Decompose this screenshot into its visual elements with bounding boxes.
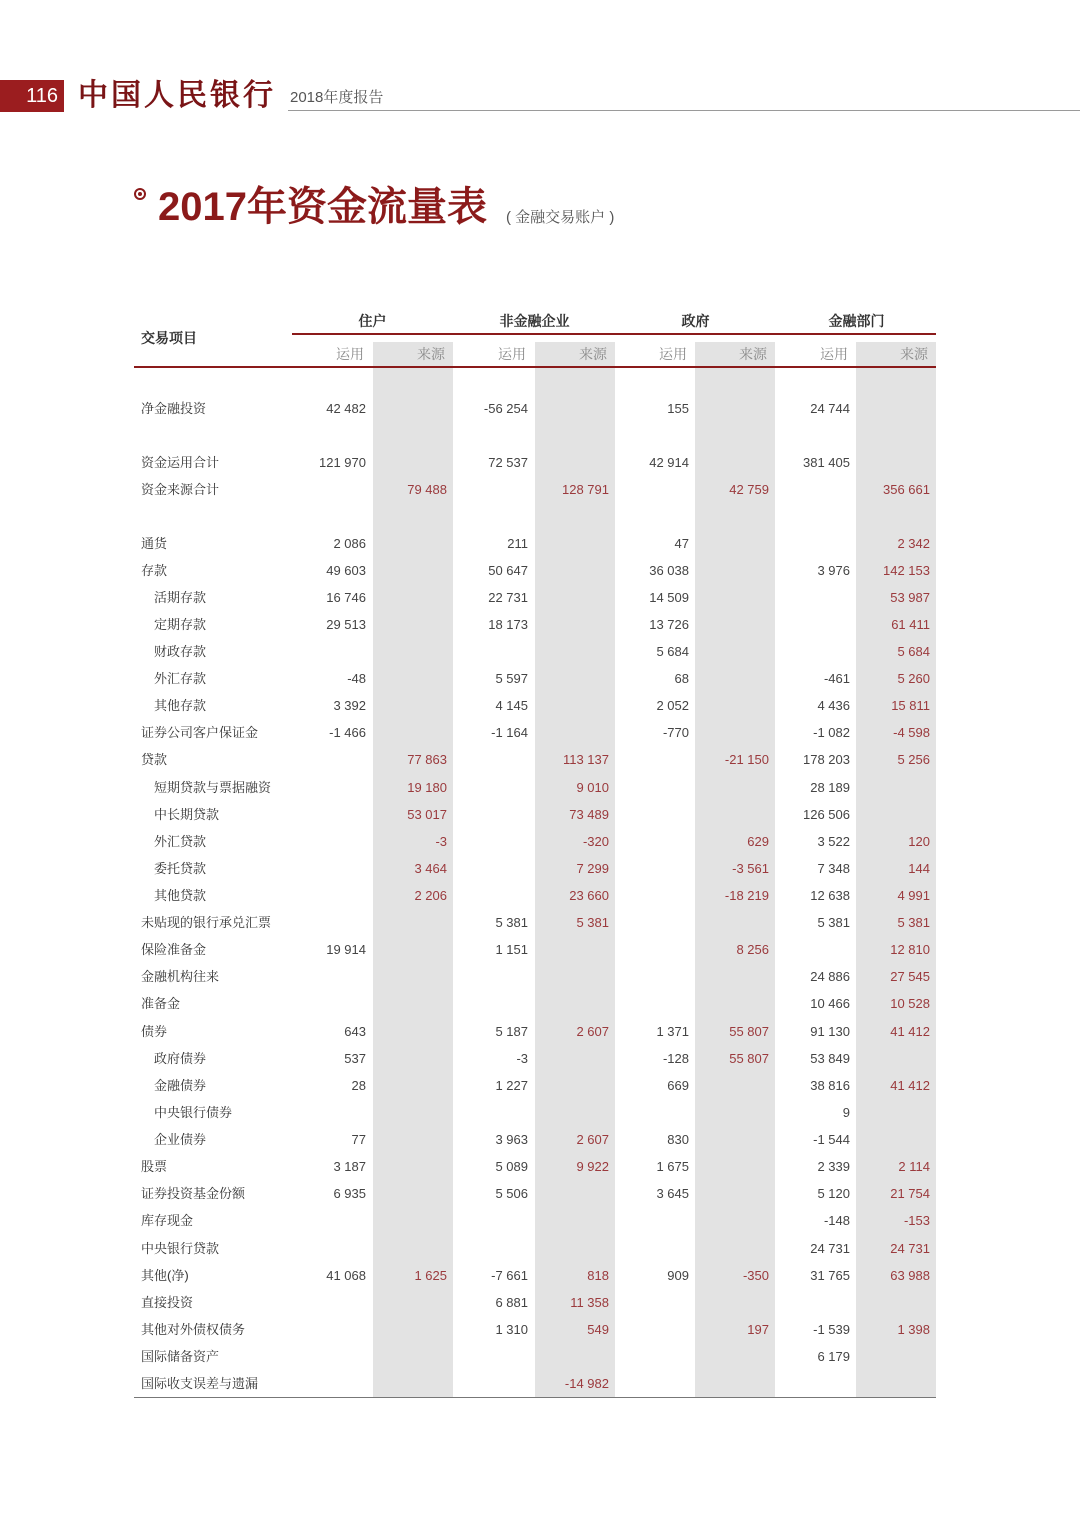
source-cell: 79 488 [407, 482, 447, 497]
use-cell: 18 173 [488, 617, 528, 632]
table-row [0, 584, 1080, 611]
use-cell: 3 963 [495, 1132, 528, 1147]
table-row [0, 801, 1080, 828]
use-cell: 5 684 [656, 644, 689, 659]
row-label: 净金融投资 [141, 401, 207, 416]
source-cell: -3 [435, 834, 447, 849]
use-cell: 14 509 [649, 590, 689, 605]
table-row [0, 1370, 1080, 1397]
row-label: 国际收支误差与遗漏 [141, 1376, 259, 1391]
use-cell: 9 [842, 1105, 850, 1120]
table-row [0, 719, 1080, 746]
subheader-use: 运用 [820, 346, 848, 362]
source-cell: -14 982 [564, 1376, 609, 1391]
row-label: 活期存款 [154, 590, 207, 605]
source-cell: 53 987 [890, 590, 930, 605]
table-row [0, 1126, 1080, 1153]
source-cell: 818 [587, 1268, 609, 1283]
table-row [0, 746, 1080, 773]
table-row [0, 1180, 1080, 1207]
row-label: 国际储备资产 [141, 1349, 220, 1364]
row-label: 外汇存款 [154, 671, 207, 686]
page-title: 2017年资金流量表 [158, 185, 487, 229]
use-cell: 126 506 [803, 807, 850, 822]
use-cell: 5 120 [817, 1186, 850, 1201]
source-cell: 42 759 [729, 482, 769, 497]
use-cell: 1 151 [495, 942, 528, 957]
use-cell: 1 675 [656, 1159, 689, 1174]
row-label: 未贴现的银行承兑汇票 [141, 915, 272, 930]
subheader-source: 来源 [695, 342, 775, 366]
table-row [0, 774, 1080, 801]
use-cell: 381 405 [803, 455, 850, 470]
use-cell: 5 381 [495, 915, 528, 930]
table-row [0, 1235, 1080, 1262]
use-cell: 5 089 [495, 1159, 528, 1174]
use-cell: 29 513 [326, 617, 366, 632]
source-cell: 4 991 [897, 888, 930, 903]
row-label: 中央银行债券 [154, 1105, 233, 1120]
row-label: 证券投资基金份额 [141, 1186, 246, 1201]
row-label: 委托贷款 [154, 861, 207, 876]
source-cell: 61 411 [891, 617, 930, 632]
use-cell: 5 506 [495, 1186, 528, 1201]
source-cell: 23 660 [569, 888, 609, 903]
row-label: 外汇贷款 [154, 834, 207, 849]
table-row [0, 990, 1080, 1017]
use-cell: 72 537 [488, 455, 528, 470]
row-label: 保险准备金 [141, 942, 207, 957]
source-cell: 549 [587, 1322, 609, 1337]
table-row [0, 1316, 1080, 1343]
row-label: 准备金 [141, 996, 181, 1011]
source-cell: 128 791 [562, 482, 609, 497]
use-cell: 2 339 [817, 1159, 850, 1174]
source-cell: 5 260 [897, 671, 930, 686]
table-row [0, 1207, 1080, 1234]
table-row [0, 936, 1080, 963]
group-header: 非金融企业 [499, 313, 570, 329]
source-cell: -21 150 [724, 752, 769, 767]
source-cell: 1 398 [897, 1322, 930, 1337]
use-cell: 1 310 [495, 1322, 528, 1337]
use-cell: 155 [667, 401, 689, 416]
use-cell: -770 [662, 725, 689, 740]
use-cell: 669 [667, 1078, 689, 1093]
source-cell: 7 299 [576, 861, 609, 876]
use-cell: 10 466 [810, 996, 850, 1011]
use-cell: 16 746 [326, 590, 366, 605]
use-cell: 24 744 [810, 401, 850, 416]
source-cell: -350 [742, 1268, 769, 1283]
use-cell: -1 544 [813, 1132, 850, 1147]
use-cell: 42 914 [649, 455, 689, 470]
use-cell: 1 371 [656, 1024, 689, 1039]
use-cell: 1 227 [495, 1078, 528, 1093]
source-cell: 5 381 [576, 915, 609, 930]
subheader-use: 运用 [659, 346, 687, 362]
group-header: 政府 [681, 313, 710, 329]
use-cell: 5 597 [495, 671, 528, 686]
source-cell: 629 [747, 834, 769, 849]
table-row [0, 1072, 1080, 1099]
table-bottom-rule [134, 1397, 936, 1398]
use-cell: -3 [516, 1051, 528, 1066]
use-cell: 24 731 [810, 1241, 850, 1256]
source-cell: -18 219 [724, 888, 769, 903]
table-row [0, 476, 1080, 503]
row-label: 定期存款 [154, 617, 207, 632]
subheader-use: 运用 [336, 346, 364, 362]
source-cell: 142 153 [883, 563, 930, 578]
use-cell: 121 970 [319, 455, 366, 470]
use-cell: 22 731 [488, 590, 528, 605]
row-label: 政府债券 [154, 1051, 207, 1066]
source-cell: 2 607 [576, 1132, 609, 1147]
use-cell: -148 [823, 1213, 850, 1228]
source-cell: 41 412 [890, 1024, 930, 1039]
use-cell: 6 881 [495, 1295, 528, 1310]
use-cell: -1 466 [329, 725, 366, 740]
source-cell: 27 545 [890, 969, 930, 984]
use-cell: 50 647 [488, 563, 528, 578]
row-label: 中长期贷款 [154, 807, 220, 822]
use-cell: 49 603 [326, 563, 366, 578]
table-row [0, 882, 1080, 909]
row-label: 短期贷款与票据融资 [154, 780, 272, 795]
use-cell: -461 [823, 671, 850, 686]
table-row [0, 909, 1080, 936]
table-row [0, 963, 1080, 990]
source-cell: 1 625 [414, 1268, 447, 1283]
use-cell: 13 726 [649, 617, 689, 632]
use-cell: 2 086 [333, 536, 366, 551]
use-cell: 3 645 [656, 1186, 689, 1201]
source-cell: 19 180 [407, 780, 447, 795]
source-cell: -4 598 [893, 725, 930, 740]
source-cell: 5 381 [897, 915, 930, 930]
subheader-source: 来源 [535, 342, 615, 366]
source-cell: 10 528 [890, 996, 930, 1011]
source-cell: 55 807 [729, 1024, 769, 1039]
use-cell: -7 661 [491, 1268, 528, 1283]
use-cell: 6 179 [817, 1349, 850, 1364]
source-cell: 3 464 [414, 861, 447, 876]
title-bullet-icon [134, 188, 146, 200]
table-row [0, 1153, 1080, 1180]
row-label: 证券公司客户保证金 [141, 725, 259, 740]
source-cell: 15 811 [891, 698, 930, 713]
table-row [0, 828, 1080, 855]
use-cell: 38 816 [810, 1078, 850, 1093]
use-cell: 3 392 [333, 698, 366, 713]
source-cell: 144 [908, 861, 930, 876]
row-label: 其他存款 [154, 698, 207, 713]
table-row [0, 692, 1080, 719]
use-cell: 24 886 [810, 969, 850, 984]
source-cell: -153 [903, 1213, 930, 1228]
row-label: 金融债券 [154, 1078, 207, 1093]
source-cell: 2 114 [898, 1159, 930, 1174]
header-rule [292, 333, 936, 335]
use-cell: 5 187 [495, 1024, 528, 1039]
row-label: 存款 [141, 563, 168, 578]
table-row [0, 1045, 1080, 1072]
row-label: 资金来源合计 [141, 482, 220, 497]
page-subtitle: ( 金融交易账户 ) [506, 209, 615, 226]
source-cell: 21 754 [890, 1186, 930, 1201]
source-cell: 5 684 [897, 644, 930, 659]
row-label: 股票 [141, 1159, 168, 1174]
table-row [0, 1343, 1080, 1370]
use-cell: 3 522 [817, 834, 850, 849]
use-cell: -1 082 [813, 725, 850, 740]
header-divider [288, 110, 1080, 111]
use-cell: 4 145 [495, 698, 528, 713]
group-header: 住户 [358, 313, 387, 329]
use-cell: 28 189 [810, 780, 850, 795]
source-cell: -320 [582, 834, 609, 849]
source-cell: 5 256 [897, 752, 930, 767]
use-cell: 2 052 [656, 698, 689, 713]
use-cell: 830 [667, 1132, 689, 1147]
use-cell: 12 638 [810, 888, 850, 903]
table-row [0, 1018, 1080, 1045]
use-cell: -1 164 [491, 725, 528, 740]
table-row [0, 395, 1080, 422]
row-label: 金融机构往来 [141, 969, 220, 984]
row-header-label: 交易项目 [141, 330, 197, 346]
row-label: 资金运用合计 [141, 455, 220, 470]
bank-logo-text: 中国人民银行 [78, 78, 276, 113]
source-cell: 11 358 [570, 1295, 609, 1310]
use-cell: 47 [674, 536, 689, 551]
use-cell: 4 436 [817, 698, 850, 713]
row-label: 中央银行贷款 [141, 1241, 220, 1256]
table-row [0, 1262, 1080, 1289]
use-cell: 537 [344, 1051, 366, 1066]
row-label: 通货 [141, 536, 168, 551]
row-label: 库存现金 [141, 1213, 194, 1228]
row-label: 直接投资 [141, 1295, 194, 1310]
table-row [0, 855, 1080, 882]
group-header: 金融部门 [828, 313, 885, 329]
source-cell: 63 988 [890, 1268, 930, 1283]
use-cell: -56 254 [483, 401, 528, 416]
use-cell: 19 914 [326, 942, 366, 957]
row-label: 其他对外债权债务 [141, 1322, 246, 1337]
source-cell: 197 [747, 1322, 769, 1337]
source-cell: 24 731 [890, 1241, 930, 1256]
source-cell: 9 922 [576, 1159, 609, 1174]
row-label: 其他贷款 [154, 888, 207, 903]
use-cell: 211 [507, 536, 528, 551]
source-cell: 55 807 [729, 1051, 769, 1066]
use-cell: 3 187 [333, 1159, 366, 1174]
use-cell: -128 [662, 1051, 689, 1066]
source-cell: 2 206 [414, 888, 447, 903]
row-label: 企业债券 [154, 1132, 207, 1147]
use-cell: 3 976 [817, 563, 850, 578]
use-cell: 28 [351, 1078, 366, 1093]
source-cell: 8 256 [736, 942, 769, 957]
use-cell: 53 849 [810, 1051, 850, 1066]
source-cell: -3 561 [732, 861, 769, 876]
source-cell: 41 412 [890, 1078, 930, 1093]
use-cell: 643 [344, 1024, 366, 1039]
use-cell: 42 482 [326, 401, 366, 416]
source-cell: 53 017 [407, 807, 447, 822]
row-label: 债券 [141, 1024, 168, 1039]
use-cell: 41 068 [326, 1268, 366, 1283]
use-cell: 5 381 [817, 915, 850, 930]
source-cell: 113 137 [562, 752, 609, 767]
table-row [0, 611, 1080, 638]
use-cell: 36 038 [649, 563, 689, 578]
use-cell: 7 348 [817, 861, 850, 876]
row-label: 其他(净) [141, 1268, 189, 1283]
table-row [0, 557, 1080, 584]
subheader-source: 来源 [373, 342, 453, 366]
source-cell: 120 [908, 834, 930, 849]
source-cell: 9 010 [576, 780, 609, 795]
source-cell: 73 489 [569, 807, 609, 822]
use-cell: 68 [674, 671, 689, 686]
table-row [0, 665, 1080, 692]
use-cell: 91 130 [810, 1024, 850, 1039]
table-row [0, 1099, 1080, 1126]
source-cell: 77 863 [407, 752, 447, 767]
use-cell: -1 539 [813, 1322, 850, 1337]
report-title: 2018年度报告 [290, 89, 384, 106]
use-cell: -48 [347, 671, 366, 686]
table-row [0, 449, 1080, 476]
source-cell: 2 607 [576, 1024, 609, 1039]
use-cell: 77 [351, 1132, 366, 1147]
header-rule [134, 366, 936, 368]
row-label: 贷款 [141, 752, 168, 767]
use-cell: 909 [667, 1268, 689, 1283]
use-cell: 31 765 [810, 1268, 850, 1283]
use-cell: 178 203 [803, 752, 850, 767]
source-cell: 12 810 [890, 942, 930, 957]
source-cell: 2 342 [897, 536, 930, 551]
source-cell: 356 661 [883, 482, 930, 497]
page-number: 116 [0, 80, 64, 112]
subheader-use: 运用 [498, 346, 526, 362]
use-cell: 6 935 [333, 1186, 366, 1201]
row-label: 财政存款 [154, 644, 207, 659]
table-row [0, 530, 1080, 557]
table-row [0, 1289, 1080, 1316]
subheader-source: 来源 [856, 342, 936, 366]
table-row [0, 638, 1080, 665]
